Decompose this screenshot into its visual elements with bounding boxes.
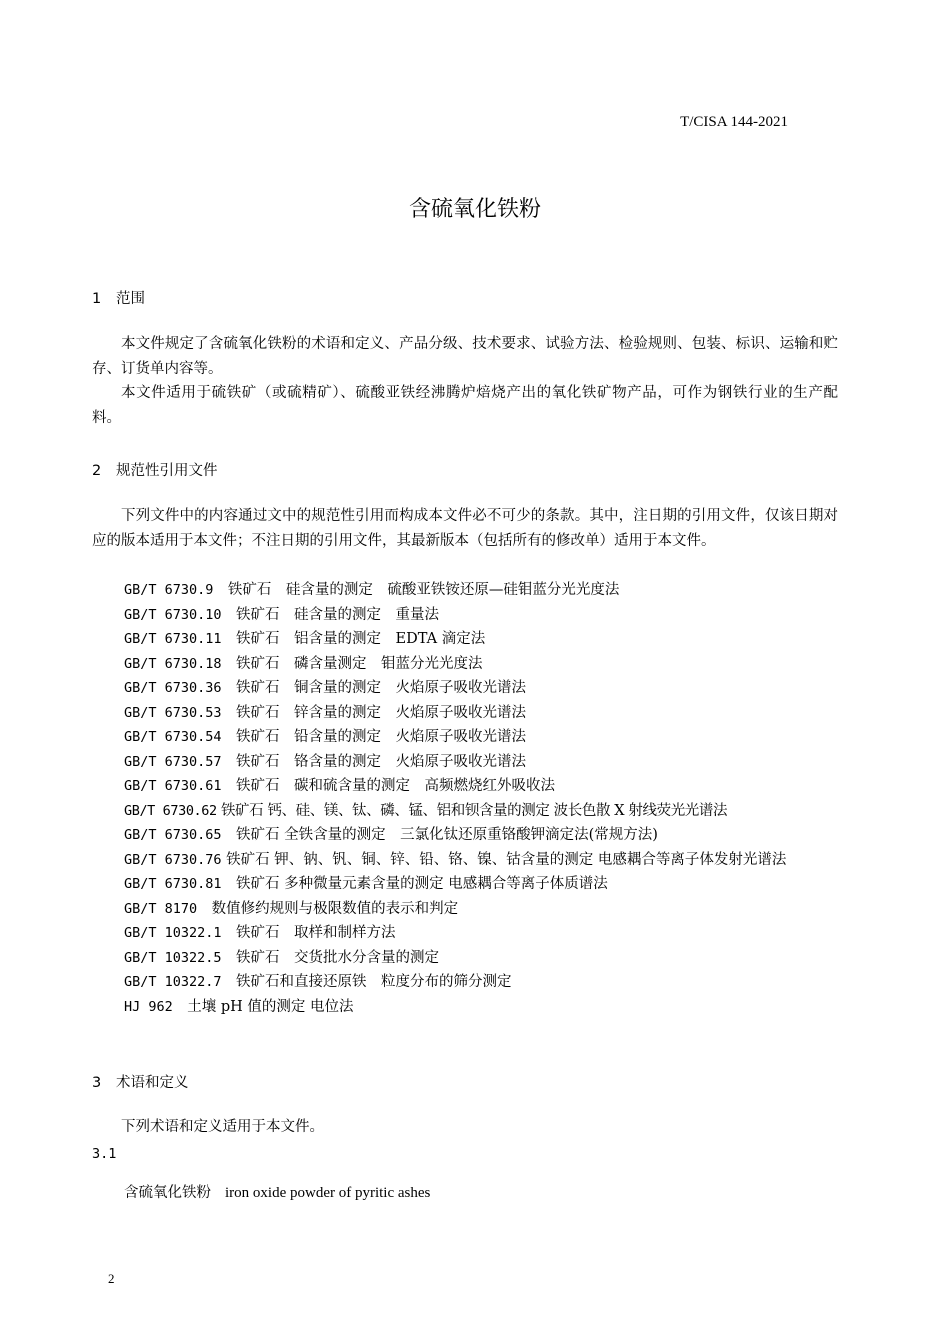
reference-code: GB/T 6730.61 xyxy=(124,778,222,794)
reference-title: 铁矿石 多种微量元素含量的测定 电感耦合等离子体质谱法 xyxy=(236,876,608,892)
section-2-heading xyxy=(92,459,218,480)
reference-title: 铁矿石 取样和制样方法 xyxy=(236,925,396,941)
section-number: 1 xyxy=(92,291,102,307)
reference-item xyxy=(92,603,838,628)
reference-code: GB/T 6730.62 xyxy=(124,802,217,819)
reference-title: 铁矿石 锌含量的测定 火焰原子吸收光谱法 xyxy=(236,704,527,721)
paragraph: 下列文件中的内容通过文中的规范性引用而构成本文件必不可少的条款。其中，注日期的引用文件，仅该日期对应的版本适用于本文件；不注日期的引用文件，其最新版本（包括所有的修改单）适用于本文件。 xyxy=(92,508,838,549)
section-title: 术语和定义 xyxy=(116,1075,189,1091)
section-3-intro xyxy=(92,1115,838,1140)
reference-code: GB/T 6730.54 xyxy=(124,729,222,745)
reference-item xyxy=(92,823,838,848)
reference-code: HJ 962 xyxy=(124,998,173,1015)
reference-code: GB/T 6730.11 xyxy=(124,631,222,647)
reference-title: 铁矿石 铬含量的测定 火焰原子吸收光谱法 xyxy=(236,753,527,770)
section-1-body xyxy=(92,332,838,430)
reference-code: GB/T 6730.18 xyxy=(124,655,222,672)
reference-code: GB/T 6730.9 xyxy=(124,582,214,598)
document-number: T/CISA 144-2021 xyxy=(680,114,788,130)
reference-item xyxy=(92,848,838,873)
reference-code: GB/T 6730.81 xyxy=(124,876,222,892)
reference-item xyxy=(92,946,838,971)
reference-title: 铁矿石 铜含量的测定 火焰原子吸收光谱法 xyxy=(236,680,527,696)
reference-code: GB/T 6730.36 xyxy=(124,680,222,696)
reference-title: 数值修约规则与极限数值的表示和判定 xyxy=(211,900,459,917)
reference-item xyxy=(92,970,838,995)
section-title: 规范性引用文件 xyxy=(116,463,218,479)
reference-code: GB/T 10322.1 xyxy=(124,925,222,941)
reference-title: 铁矿石 钾、钠、钒、铜、锌、铅、铬、镍、钴含量的测定 电感耦合等离子体发射光谱法 xyxy=(226,851,787,868)
reference-code: GB/T 8170 xyxy=(124,900,198,917)
reference-code: GB/T 10322.7 xyxy=(124,974,222,990)
reference-item xyxy=(92,995,838,1020)
reference-item xyxy=(92,676,838,701)
section-title: 范围 xyxy=(116,291,145,307)
paragraph: 本文件适用于硫铁矿（或硫精矿）、硫酸亚铁经沸腾炉焙烧产出的氧化铁矿物产品，可作为钢铁行业的生产配料。 xyxy=(92,385,838,426)
reference-item xyxy=(92,799,838,824)
reference-item xyxy=(92,872,838,897)
reference-title: 铁矿石 硅含量的测定 硫酸亚铁铵还原—硅钼蓝分光光度法 xyxy=(227,582,620,598)
subclause-number: 3.1 xyxy=(92,1146,117,1162)
reference-item xyxy=(92,578,838,603)
section-3-heading xyxy=(92,1071,189,1092)
page-number: 2 xyxy=(108,1271,115,1286)
reference-item xyxy=(92,725,838,750)
reference-code: GB/T 6730.76 xyxy=(124,851,222,868)
reference-title: 铁矿石 硅含量的测定 重量法 xyxy=(236,606,440,623)
reference-item xyxy=(92,750,838,775)
reference-code: GB/T 6730.57 xyxy=(124,753,222,770)
term-entry xyxy=(124,1181,430,1202)
reference-item xyxy=(92,701,838,726)
section-1-heading xyxy=(92,287,145,308)
reference-code: GB/T 10322.5 xyxy=(124,949,222,966)
term-chinese: 含硫氧化铁粉 xyxy=(124,1185,211,1201)
reference-code: GB/T 6730.65 xyxy=(124,827,222,843)
paragraph: 下列术语和定义适用于本文件。 xyxy=(121,1119,324,1135)
reference-item xyxy=(92,627,838,652)
reference-title: 铁矿石 碳和硫含量的测定 高频燃烧红外吸收法 xyxy=(236,778,556,794)
reference-title: 铁矿石 交货批水分含量的测定 xyxy=(236,949,440,966)
reference-item xyxy=(92,921,838,946)
reference-title: 铁矿石 钙、硅、镁、钛、磷、锰、铝和钡含量的测定 波长色散 X 射线荧光光谱法 xyxy=(220,802,728,819)
reference-title: 铁矿石 全铁含量的测定 三氯化钛还原重铬酸钾滴定法(常规方法) xyxy=(236,827,658,843)
paragraph: 本文件规定了含硫氧化铁粉的术语和定义、产品分级、技术要求、试验方法、检验规则、包装、标识、运输和贮存、订货单内容等。 xyxy=(92,336,838,377)
term-english: iron oxide powder of pyritic ashes xyxy=(225,1185,431,1201)
page-title: 含硫氧化铁粉 xyxy=(408,197,541,222)
reference-title: 铁矿石 铝含量的测定 EDTA 滴定法 xyxy=(236,631,486,647)
section-number: 2 xyxy=(92,463,102,479)
reference-code: GB/T 6730.53 xyxy=(124,704,222,721)
section-number: 3 xyxy=(92,1075,102,1091)
reference-item xyxy=(92,774,838,799)
reference-title: 铁矿石 铅含量的测定 火焰原子吸收光谱法 xyxy=(236,729,527,745)
reference-code: GB/T 6730.10 xyxy=(124,606,222,623)
reference-title: 土壤 pH 值的测定 电位法 xyxy=(187,998,354,1015)
reference-title: 铁矿石和直接还原铁 粒度分布的筛分测定 xyxy=(236,974,512,990)
section-2-intro xyxy=(92,504,838,553)
reference-title: 铁矿石 磷含量测定 钼蓝分光光度法 xyxy=(236,655,483,672)
reference-item xyxy=(92,897,838,922)
reference-item xyxy=(92,652,838,677)
reference-list xyxy=(92,578,838,1019)
